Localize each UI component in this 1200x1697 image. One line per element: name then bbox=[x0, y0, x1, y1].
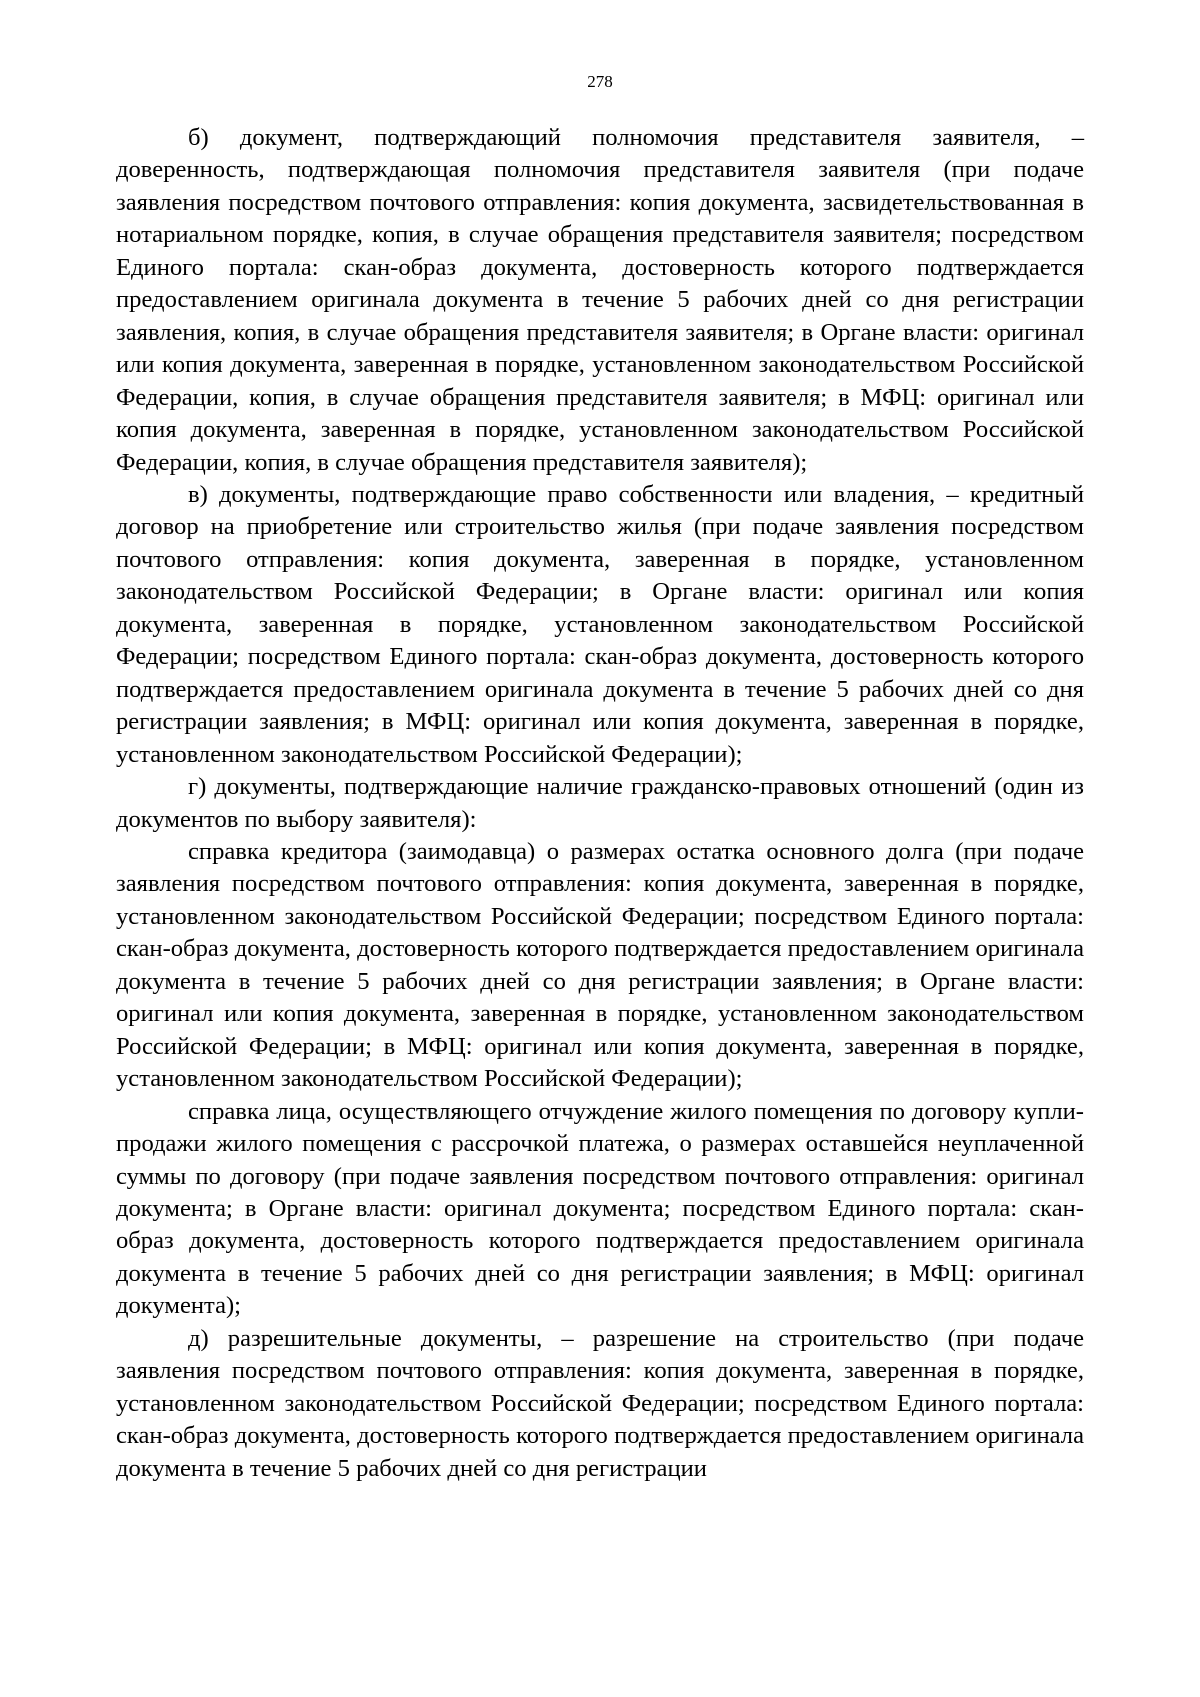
page-number: 278 bbox=[587, 72, 613, 91]
paragraph-installment-certificate: справка лица, осуществляющего отчуждение жилого помещения по договору купли-продажи жилого помещения с рассрочкой платежа, о размерах оставшейся неуплаченной суммы по договору (при подаче заявления посредством почтового отправления: оригинал документа; в Органе власти: оригинал документа; посредством Единого портала: скан-образ документа, достоверность которого подтверждается предоставлением оригинала документа в течение 5 рабочих дней со дня регистрации заявления; в МФЦ: оригинал документа); bbox=[116, 1097, 1084, 1320]
paragraph-creditor-certificate: справка кредитора (заимодавца) о размерах остатка основного долга (при подаче заявления посредством почтового отправления: копия документа, заверенная в порядке, установленном законодательством Российской Федерации; посредством Единого портала: скан-образ документа, достоверность которого подтверждается предоставлением оригинала документа в течение 5 рабочих дней со дня регистрации заявления; в Органе власти: оригинал или копия документа, заверенная в порядке, установленном законодательством Российской Федерации; в МФЦ: оригинал или копия документа, заверенная в порядке, установленном законодательством Российской Федерации); bbox=[116, 837, 1084, 1093]
paragraph-b-representative-authority: б) документ, подтверждающий полномочия представителя заявителя, – доверенность, подтверждающая полномочия представителя заявителя (при подаче заявления посредством почтового отправления: копия документа, засвидетельствованная в нотариальном порядке, копия, в случае обращения представителя заявителя; посредством Единого портала: скан-образ документа, достоверность которого подтверждается предоставлением оригинала документа в течение 5 рабочих дней со дня регистрации заявления, копия, в случае обращения представителя заявителя; в Органе власти: оригинал или копия документа, заверенная в порядке, установленном законодательством Российской Федерации, копия, в случае обращения представителя заявителя; в МФЦ: оригинал или копия документа, заверенная в порядке, установленном законодательством Российской Федерации, копия, в случае обращения представителя заявителя); bbox=[116, 124, 1084, 476]
paragraph-v-ownership-documents: в) документы, подтверждающие право собственности или владения, – кредитный договор на приобретение или строительство жилья (при подаче заявления посредством почтового отправления: копия документа, заверенная в порядке, установленном законодательством Российской Федерации; в Органе власти: оригинал или копия документа, заверенная в порядке, установленном законодательством Российской Федерации; посредством Единого портала: скан-образ документа, достоверность которого подтверждается предоставлением оригинала документа в течение 5 рабочих дней со дня регистрации заявления; в МФЦ: оригинал или копия документа, заверенная в порядке, установленном законодательством Российской Федерации); bbox=[116, 480, 1084, 768]
paragraph-d-permit-documents: д) разрешительные документы, – разрешение на строительство (при подаче заявления посредством почтового отправления: копия документа, заверенная в порядке, установленном законодательством Российской Федерации; посредством Единого портала: скан-образ документа, достоверность которого подтверждается предоставлением оригинала документа в течение 5 рабочих дней со дня регистрации bbox=[116, 1324, 1084, 1482]
paragraph-g-civil-relations: г) документы, подтверждающие наличие гражданско-правовых отношений (один из документов по выбору заявителя): bbox=[116, 773, 1084, 833]
document-body bbox=[116, 122, 1084, 1485]
